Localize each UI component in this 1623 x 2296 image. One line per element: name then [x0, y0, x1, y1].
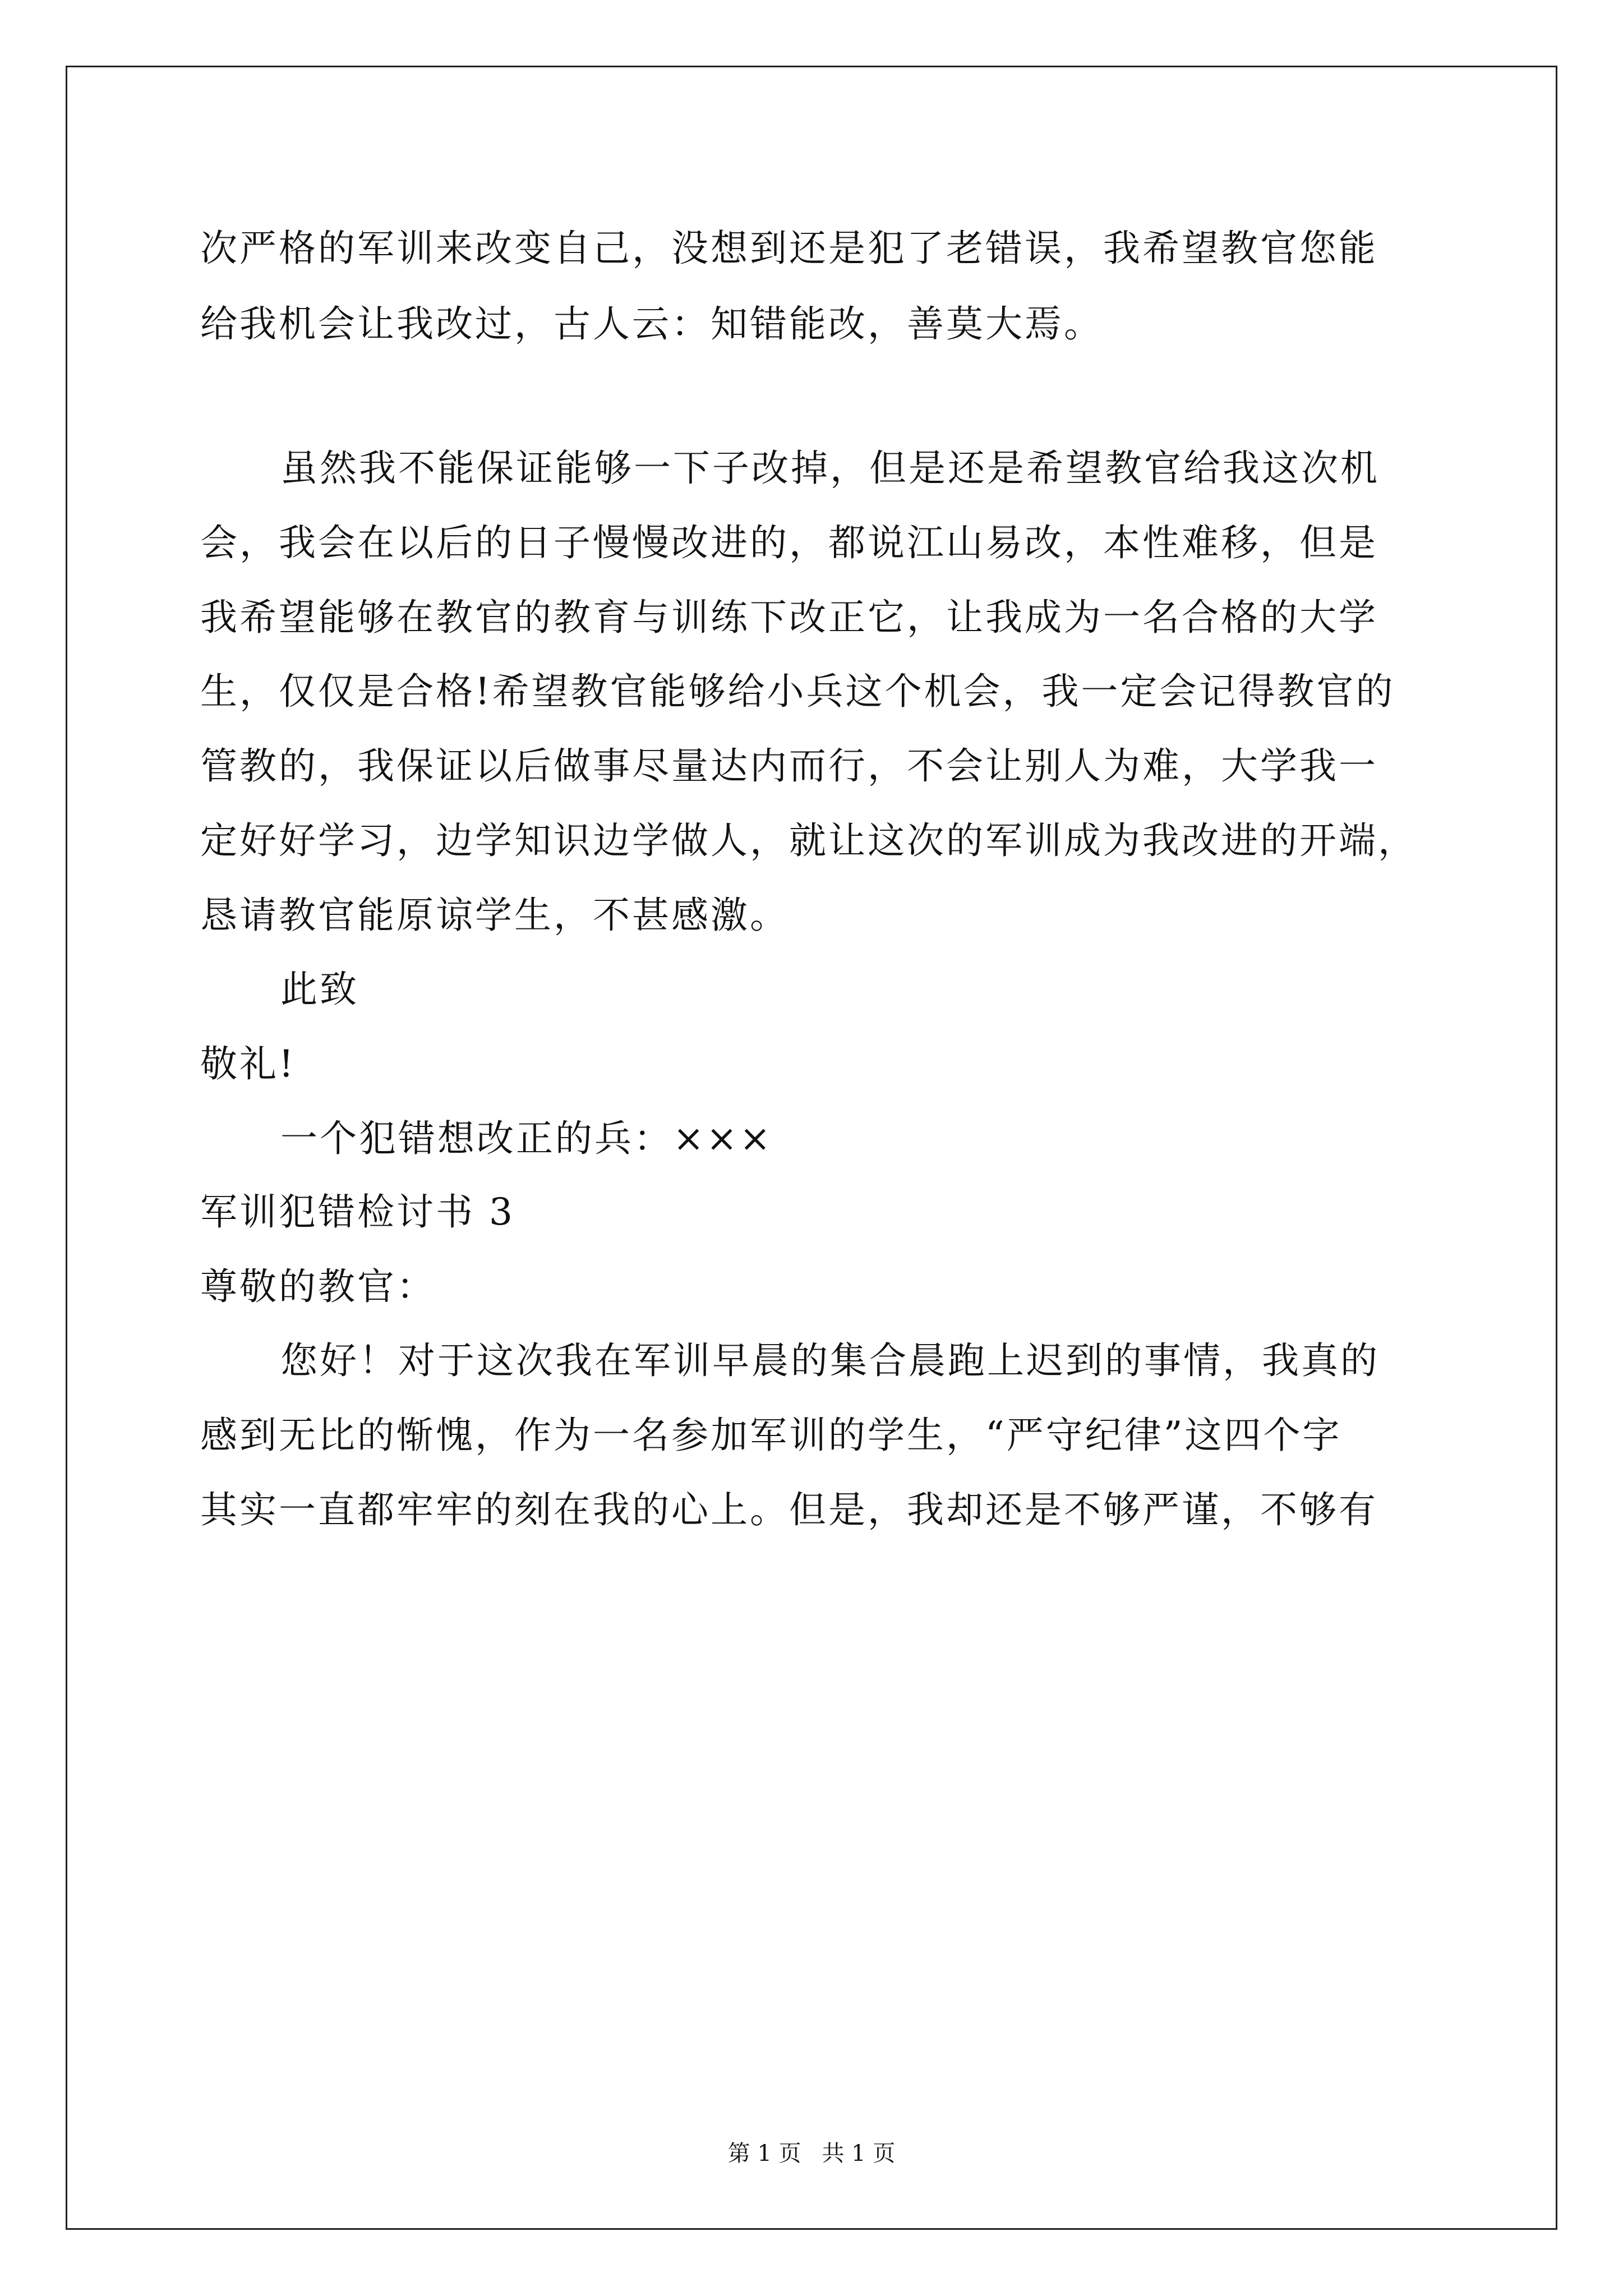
salutation-line: 敬礼!: [200, 1042, 296, 1085]
signature-line: 一个犯错想改正的兵：×××: [280, 1117, 773, 1160]
text-line: 恳请教官能原谅学生，不甚感激。: [200, 894, 789, 937]
text-line: 我希望能够在教官的教育与训练下改正它，让我成为一名合格的大学: [200, 596, 1378, 639]
text-line: 生，仅仅是合格!希望教官能够给小兵这个机会，我一定会记得教官的: [200, 670, 1395, 713]
section-heading: 军训犯错检讨书 3: [200, 1190, 515, 1234]
page-footer: [0, 2136, 1623, 2168]
text-line: 您好！对于这次我在军训早晨的集合晨跑上迟到的事情，我真的: [280, 1339, 1380, 1382]
closing-line: 此致: [280, 968, 359, 1011]
page-total: 共 1 页: [822, 2141, 896, 2166]
page-number: 第 1 页: [727, 2141, 801, 2166]
text-line: 虽然我不能保证能够一下子改掉，但是还是希望教官给我这次机: [280, 447, 1380, 490]
text-line: 感到无比的惭愧，作为一名参加军训的学生，“严守纪律”这四个字: [200, 1414, 1342, 1457]
text-line: 定好好学习，边学知识边学做人，就让这次的军训成为我改进的开端，: [200, 819, 1417, 862]
text-line: 管教的，我保证以后做事尽量达内而行，不会让别人为难，大学我一: [200, 744, 1378, 788]
greeting-line: 尊敬的教官：: [200, 1265, 436, 1308]
text-line: 给我机会让我改过，古人云：知错能改，善莫大焉。: [200, 302, 1103, 346]
text-line: 次严格的军训来改变自己，没想到还是犯了老错误，我希望教官您能: [200, 227, 1378, 270]
text-line: 其实一直都牢牢的刻在我的心上。但是，我却还是不够严谨，不够有: [200, 1488, 1378, 1531]
text-line: 会，我会在以后的日子慢慢改进的，都说江山易改，本性难移，但是: [200, 521, 1378, 564]
